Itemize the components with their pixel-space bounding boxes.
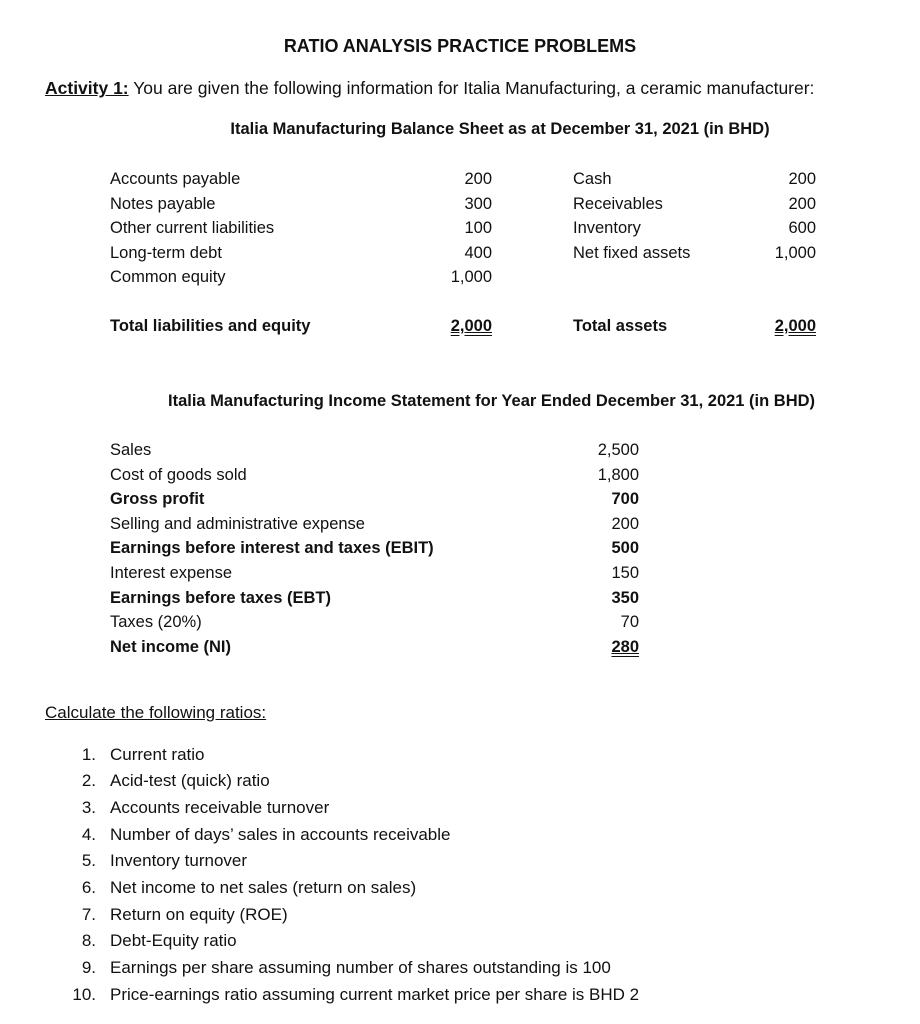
ratio-number: 2. xyxy=(81,771,96,790)
ratio-item: Earnings per share assuming number of shares outstanding is 100 xyxy=(110,958,611,977)
is-row-value: 150 xyxy=(611,564,639,582)
page-title: RATIO ANALYSIS PRACTICE PROBLEMS xyxy=(283,36,637,56)
bs-asset-value: 200 xyxy=(788,170,816,188)
ratio-number: 7. xyxy=(81,905,96,924)
ratio-number: 10. xyxy=(72,985,96,1004)
is-row-value: 70 xyxy=(620,613,639,631)
ratio-item: Current ratio xyxy=(110,745,205,764)
bs-liability-label: Long-term debt xyxy=(110,244,222,262)
income-statement-title: Italia Manufacturing Income Statement for Year Ended December 31, 2021 (in BHD) xyxy=(168,392,816,410)
activity-intro xyxy=(45,78,814,99)
total-assets-value: 2,000 xyxy=(774,317,816,335)
ratio-item: Net income to net sales (return on sales) xyxy=(110,878,417,897)
ratio-number: 1. xyxy=(81,745,96,764)
ratio-number: 9. xyxy=(81,958,96,977)
is-row-value: 280 xyxy=(611,638,639,656)
is-row-value: 700 xyxy=(611,490,639,508)
bs-asset-label: Receivables xyxy=(573,195,663,213)
is-row-label: Taxes (20%) xyxy=(110,613,202,631)
ratio-number: 4. xyxy=(81,825,96,844)
bs-asset-label: Cash xyxy=(573,170,612,188)
ratio-item: Acid-test (quick) ratio xyxy=(110,771,270,790)
bs-asset-value: 200 xyxy=(788,195,816,213)
is-row-label: Earnings before taxes (EBT) xyxy=(110,589,331,607)
ratio-item: Price-earnings ratio assuming current market price per share is BHD 2 xyxy=(110,985,640,1004)
is-row-value: 2,500 xyxy=(597,441,639,459)
is-row-value: 1,800 xyxy=(597,466,639,484)
is-row-label: Gross profit xyxy=(110,490,205,508)
bs-liability-value: 400 xyxy=(464,244,492,262)
ratio-item: Accounts receivable turnover xyxy=(110,798,330,817)
bs-liability-label: Notes payable xyxy=(110,195,216,213)
is-row-value: 200 xyxy=(611,515,639,533)
bs-liability-label: Common equity xyxy=(110,268,226,286)
bs-asset-label: Net fixed assets xyxy=(573,244,691,262)
ratio-item: Debt-Equity ratio xyxy=(110,931,237,950)
activity-label: Activity 1: xyxy=(45,78,129,98)
bs-liability-label: Other current liabilities xyxy=(110,219,275,237)
is-row-label: Net income (NI) xyxy=(110,638,232,656)
bs-liability-value: 100 xyxy=(464,219,492,237)
activity-text: You are given the following information for Italia Manufacturing, a ceramic manufacturer: xyxy=(133,78,815,98)
calculate-heading: Calculate the following ratios: xyxy=(45,703,267,722)
ratio-number: 6. xyxy=(81,878,96,897)
bs-liability-value: 200 xyxy=(464,170,492,188)
total-liabilities-label: Total liabilities and equity xyxy=(110,317,311,335)
is-row-value: 500 xyxy=(611,539,639,557)
total-liabilities-value: 2,000 xyxy=(450,317,492,335)
ratio-item: Number of days’ sales in accounts receivable xyxy=(110,825,451,844)
ratio-item: Inventory turnover xyxy=(110,851,248,870)
ratio-item: Return on equity (ROE) xyxy=(110,905,288,924)
balance-sheet-title: Italia Manufacturing Balance Sheet as at December 31, 2021 (in BHD) xyxy=(230,120,770,138)
ratio-number: 5. xyxy=(81,851,96,870)
is-row-label: Earnings before interest and taxes (EBIT) xyxy=(110,539,434,557)
ratio-number: 8. xyxy=(81,931,96,950)
is-row-label: Sales xyxy=(110,441,152,459)
is-row-value: 350 xyxy=(611,589,639,607)
bs-asset-value: 1,000 xyxy=(774,244,816,262)
ratio-number: 3. xyxy=(81,798,96,817)
bs-asset-value: 600 xyxy=(788,219,816,237)
total-assets-label: Total assets xyxy=(573,317,668,335)
bs-asset-label: Inventory xyxy=(573,219,641,237)
is-row-label: Selling and administrative expense xyxy=(110,515,365,533)
bs-liability-value: 300 xyxy=(464,195,492,213)
is-row-label: Interest expense xyxy=(110,564,232,582)
bs-liability-value: 1,000 xyxy=(450,268,492,286)
is-row-label: Cost of goods sold xyxy=(110,466,247,484)
bs-liability-label: Accounts payable xyxy=(110,170,241,188)
